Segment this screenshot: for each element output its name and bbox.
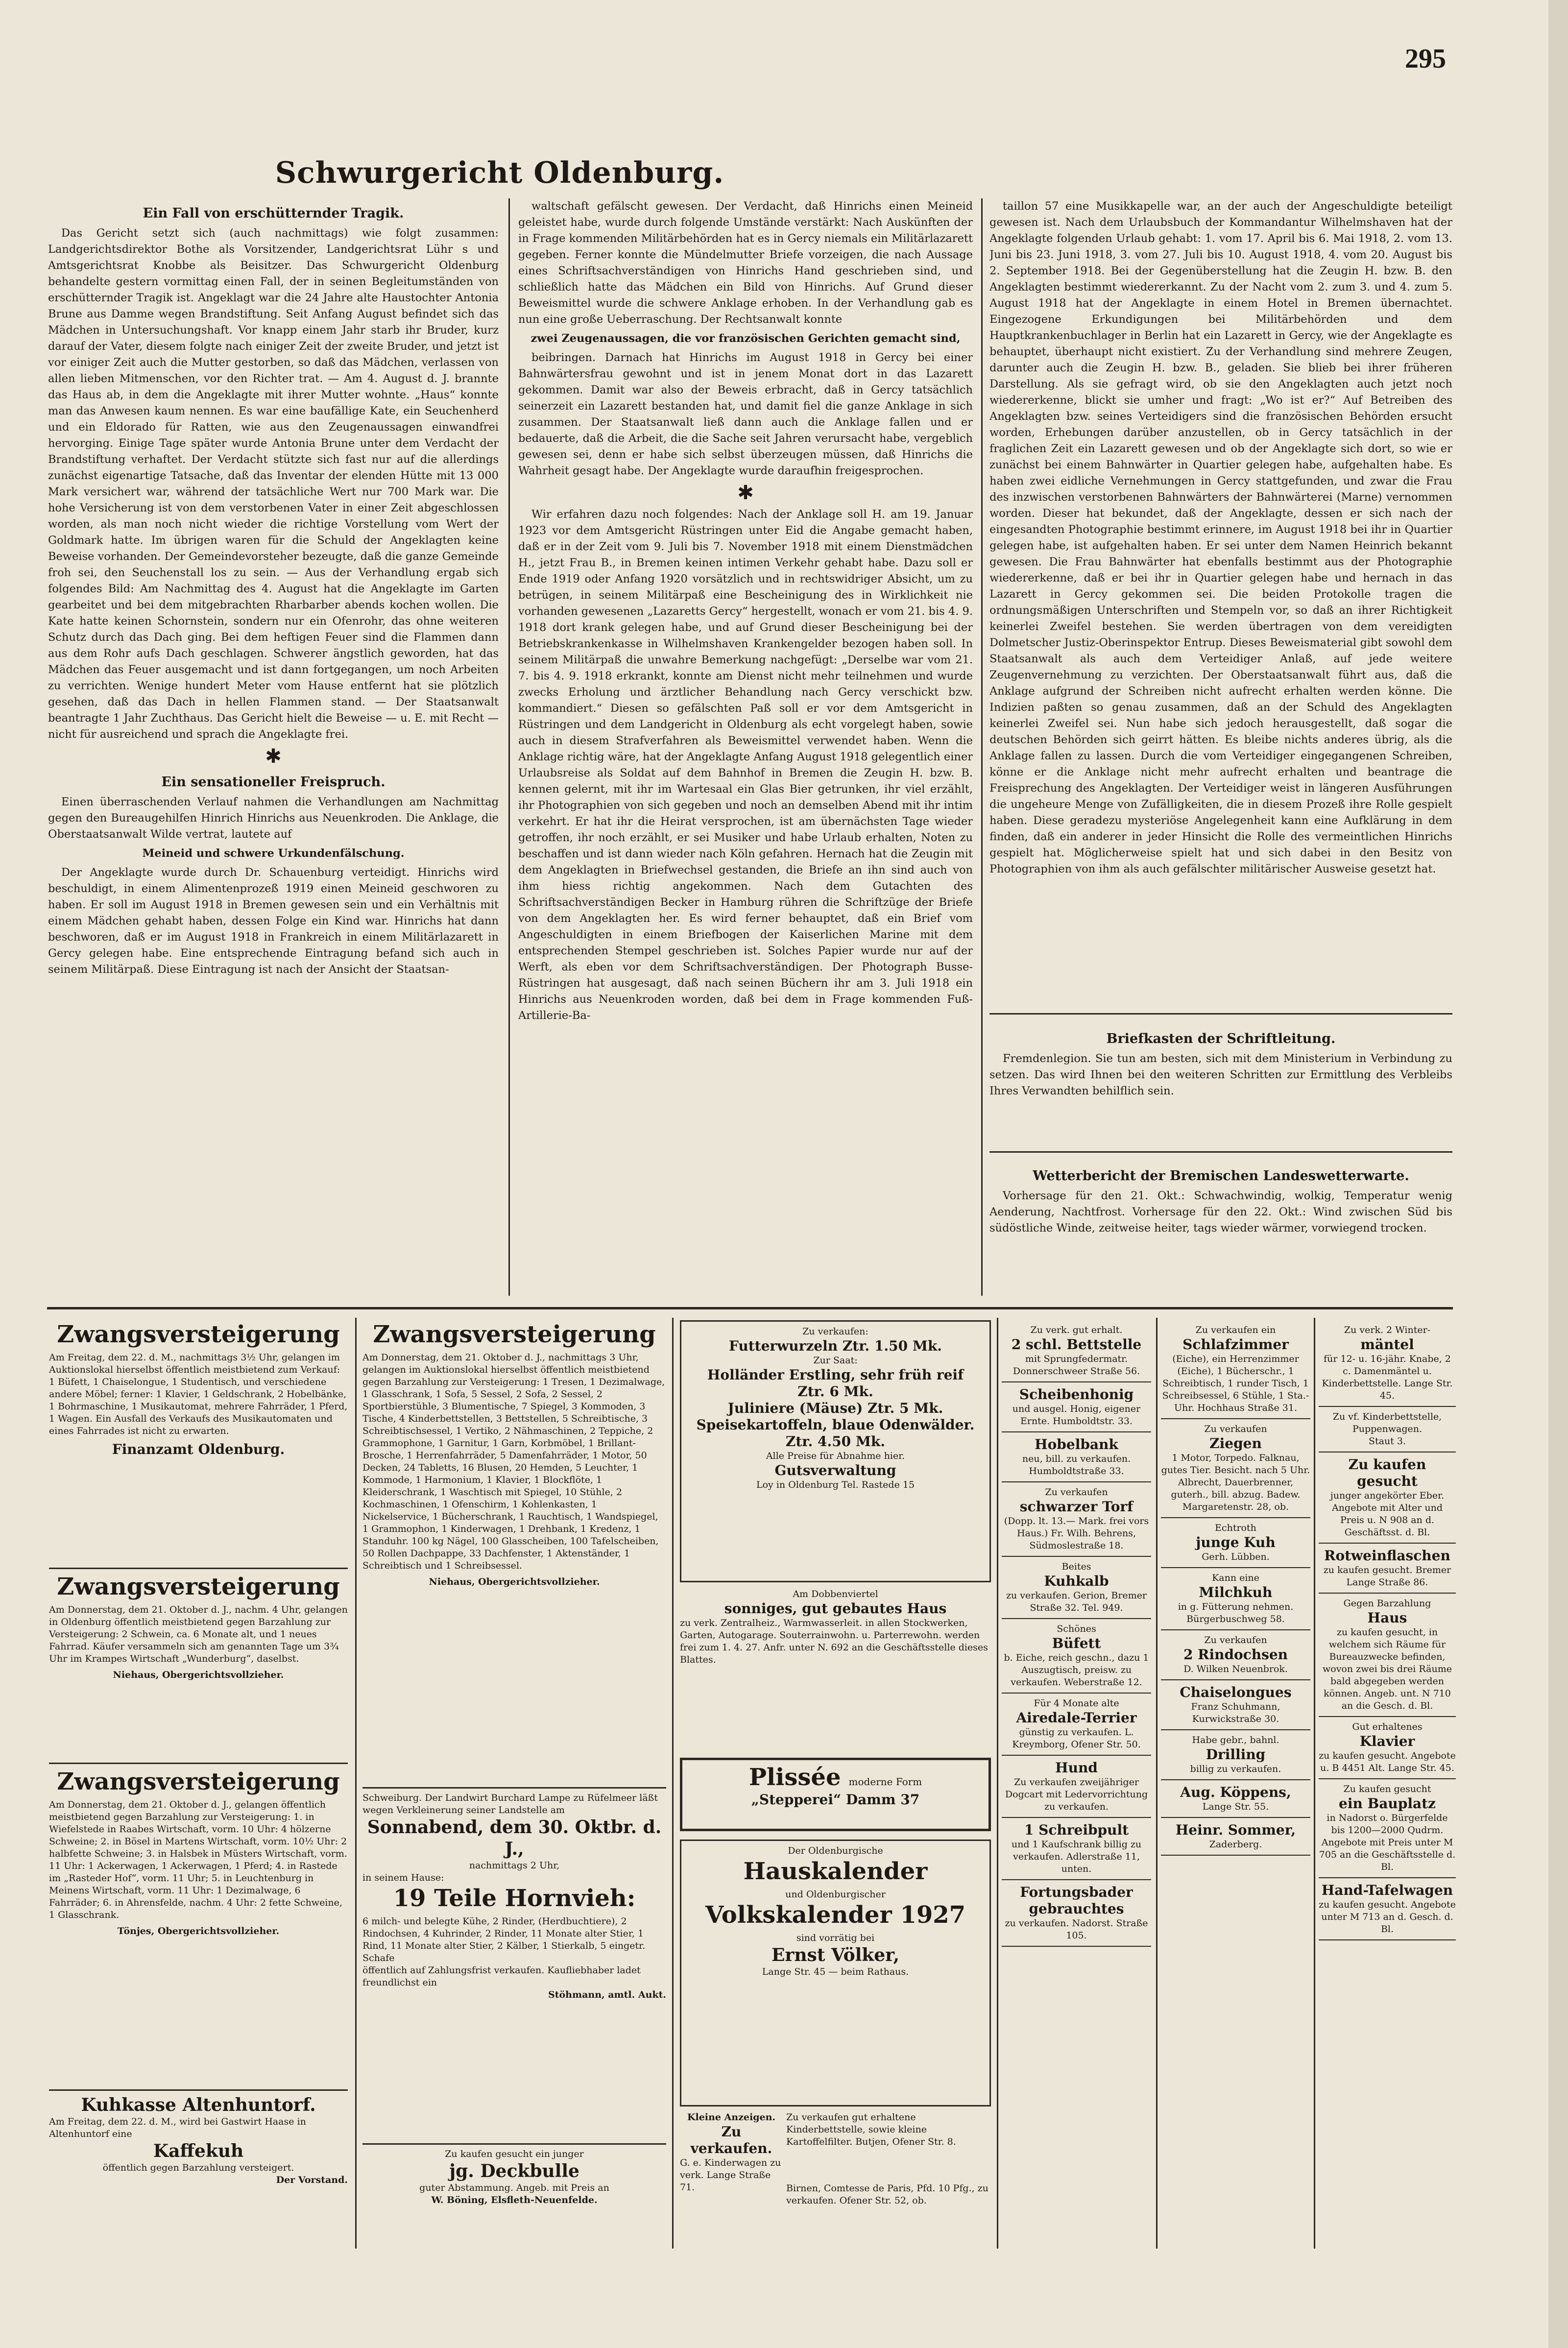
ad-time: nachmittags 2 Uhr, <box>469 1860 560 1871</box>
ad-headline: 19 Teile Hornvieh: <box>393 1885 636 1912</box>
small-ad-title: Kuhkalb <box>1044 1573 1109 1589</box>
ad-sub: „Stepperei“ Damm 37 <box>751 1791 920 1808</box>
ad-title: Hauskalender <box>743 1858 928 1885</box>
small-ad-intro: Schönes <box>1057 1623 1096 1634</box>
article-text: waltschaft gefälscht gewesen. Der Verdacht, daß Hinrichs einen Meineid geleistet habe, wurde durch folgende Umstände verstärkt: Nach Auskünften der in Frage kommenden Militärbehörden hat es in Gercy niemals ein Militärlazarett gegeben. Ferner konnte die Mündelmutter Briefe vorzeigen, die nach Aussage eines Schriftsachverständigen von Hinrichs Hand geschrieben sind, und schließlich hatte das Mädchen ein Bild von Hinrichs. Auf Grund dieser Beweismittel wurde die schwere Anklage erhoben. In der Verhandlung gab es nun eine große Ueberraschung. Der Rechtsanwalt konnte <box>518 200 973 326</box>
ad-divider <box>355 1318 357 2249</box>
ad-signature: Niehaus, Obergerichtsvollzieher. <box>113 1670 284 1680</box>
ad-text: guter Abstammung. Angeb. mit Preis an <box>419 2182 609 2193</box>
article-text: Der Angeklagte wurde durch Dr. Schauenburg verteidigt. Hinrichs wird beschuldigt, in einem Alimentenprozeß 1919 einen Meineid geschworen zu haben. Er soll im August 1918 in Bremen gewesen sein und ein Verhältnis mit einem Mädchen gehabt haben, dessen Folge ein Kind war. Hinrichs hat dann beschworen, daß er im August 1918 in Frankreich in einem Militärlazarett in Gercy gelegen habe. Eine entsprechende Eintragung befand sich auch in seinem Militärpaß. Diese Eintragung ist nach der Ansicht der Staatsan- <box>48 866 499 976</box>
small-ad <box>1161 1568 1310 1630</box>
ad-list: 6 milch- und belegte Kühe, 2 Rinder, (Herdbuchtiere), 2 Rindochsen, 4 Kuhrinder, 2 Rinder, 11 Monate alter Stier, 1 Rind, 11 Monate alter Stier, 2 Kälber, 1 Stierkalb, 5 eingetr. Schafe <box>362 1916 646 1963</box>
ad-haus-dobbenviertel <box>680 1588 991 1750</box>
small-ad-text: Franz Schuhmann, Kurwickstraße 30. <box>1191 1701 1280 1724</box>
article-column-2 <box>518 198 973 1298</box>
small-ad <box>1002 1756 1151 1818</box>
small-ad-text: und 1 Kaufschrank billig zu verkaufen. Adlerstraße 11, unten. <box>1011 1839 1142 1874</box>
small-ad-intro: Zu verkaufen <box>1045 1487 1108 1498</box>
separator-star: ✱ <box>265 745 282 768</box>
ad-rule <box>49 1568 348 1569</box>
ad-signature: Niehaus, Obergerichtsvollzieher. <box>429 1576 600 1587</box>
article-text: Das Gericht setzt sich (auch nachmittags) wie folgt zusammen: Landgerichtsdirektor Bothe als Vorsitzender, Landgerichtsrat Lühr s und Amtsgerichtsrat Knobbe als Beisitzer. Das Schwurgericht Oldenburg behandelte gestern vormittag einen Fall, der in seinen Begleitumständen von erschütternder Tragik ist. Angeklagt war die 24 Jahre alte Haustochter Antonia Brune aus Damme wegen Brandstiftung. Seit Anfang August befindet sich das Mädchen in Untersuchungshaft. Vor knapp einem Jahr starb ihr Bruder, kurz darauf der Vater, diesem folgte nach einiger Zeit der zweite Bruder, und jetzt ist vor einiger Zeit auch die Mutter gestorben, so daß das Mädchen, verlassen von allen lieben Mitmenschen, vor den Richter trat. — Am 4. August d. J. brannte das Haus ab, in dem die Angeklagte mit ihrer Mutter wohnte. „Haus“ konnte man das Anwesen kaum nennen. Es war eine baufällige Kate, ein Seuchenherd und ein Eldorado für Ratten, wie aus den Zeugenaussagen einwandfrei hervorging. Einige Tage später wurde Antonia Brune unter dem Verdacht der Brandstiftung verhaftet. Der Verdacht stützte sich fast nur auf die allerdings zunächst eigenartige Tatsache, daß das Inventar der elenden Hütte mit 13 000 Mark versichert war, während der tatsächliche Wert nur 700 Mark war. Die hohe Versicherung ist von dem verstorbenen Vater in einer Zeit abgeschlossen worden, als man noch nicht wieder die richtige Vorstellung vom Wert der Goldmark hatte. Im übrigen waren für die Schuld der Angeklagten keine Beweise vorhanden. Der Gemeindevorsteher bezeugte, daß die ganze Gemeinde froh sei, den Seuchenstall los zu sein. — Aus der Verhandlung ergab sich folgendes Bild: Am Nachmittag des 4. August hat die Angeklagte im Garten gearbeitet und bei dem mitgebrachten Rharbarber abends kochen wollen. Die Kate hatte keinen Schornstein, sondern nur ein Ofenrohr, das ohne weiteren Schutz durch das Dach ging. Bei dem heftigen Feuer sind die Flammen dann aus dem Rohr aufs Dach geschlagen. Schwerer ängstlich geworden, hat das Mädchen das Feuer ausgemacht und ist dann fortgegangen, um noch Arbeiten zu verrichten. Wenige hundert Meter vom Hause entfernt hat sie plötzlich gesehen, daß das Dach in hellen Flammen stand. — Der Staatsanwalt beantragte 1 Jahr Zuchthaus. Das Gericht hielt die Beweise — u. E. mit Recht — nicht für ausreichend und sprach die Angeklagte frei. <box>48 227 499 741</box>
small-ad-intro: Kann eine <box>1212 1573 1259 1583</box>
small-ad-text: zu kaufen gesucht. Angebote unter M 713 an d. Gesch. d. Bl. <box>1319 1899 1456 1935</box>
ad-text: Zu verkaufen gut erhaltene Kinderbettstelle, sowie kleine Kartoffelfilter. Butjen, Ofener Str. 8. <box>786 2112 956 2147</box>
ad-hauskalender <box>680 1840 991 2106</box>
small-ad-text: 1 Motor, Torpedo. Falknau, gutes Tier. Besicht. nach 5 Uhr. Albrecht, Dauerbrenner, guterh., bill. abzug. Badew. Margaretenstr. 28, ob. <box>1161 1452 1310 1512</box>
small-ad <box>1002 1880 1151 1947</box>
ad-text: Der Oldenburgische <box>788 1845 883 1856</box>
small-ad-text: junger angekörter Eber. Angebote mit Alter und Preis u. N 908 an d. Geschäftsst. d. Bl. <box>1330 1490 1445 1538</box>
ad-zwangsversteigerung-3 <box>49 1767 348 2088</box>
article-title: Schwurgericht Oldenburg. <box>275 156 724 190</box>
small-ad-intro: Habe gebr., bahnl. <box>1192 1735 1279 1745</box>
small-ad <box>1319 1779 1456 1878</box>
small-ad <box>1002 1432 1151 1482</box>
small-ad <box>1002 1694 1151 1756</box>
small-ad-title: Drilling <box>1206 1746 1266 1763</box>
small-ad-intro: Gegen Barzahlung <box>1343 1598 1431 1609</box>
small-ad <box>1319 1878 1456 1940</box>
small-ad-intro: Zu verkaufen ein <box>1195 1325 1276 1335</box>
ad-text: Zu verkaufen: <box>802 1326 868 1337</box>
ad-title: Zwangsversteigerung <box>57 1768 340 1795</box>
small-ad <box>1319 1452 1456 1544</box>
subheading-freispruch: Ein sensationeller Freispruch. <box>161 775 386 790</box>
ad-text: Schweiburg. Der Landwirt Burchard Lampe zu Rüfelmeer läßt wegen Verkleinerung seiner Landstelle am <box>362 1792 658 1815</box>
small-ad-intro: Zu verkaufen <box>1204 1424 1267 1434</box>
ad-rule <box>49 1763 348 1764</box>
ad-signature: Finanzamt Oldenburg. <box>112 1441 285 1457</box>
ad-title: sonniges, gut gebautes Haus <box>724 1600 947 1617</box>
page-edge <box>1548 0 1568 2348</box>
weather-text: Vorhersage für den 21. Okt.: Schwachwindig, wolkig, Temperatur wenig Aenderung, Nachtfrost. Vorhersage für den 22. Okt.: Wind zwischen Süd bis südöstliche Winde, zeitweise heiter, tags wieder wärmer, vorwiegend trocken. <box>989 1189 1452 1235</box>
ad-text: Am Freitag, dem 22. d. M., wird bei Gastwirt Haase in Altenhuntorf eine <box>49 2116 306 2139</box>
article-text: taillon 57 eine Musikkapelle war, an der auch der Angeschuldigte beteiligt gewesen ist. Nach dem Urlaubsbuch der Kommandantur Wilhelmshaven hat der Angeklagte folgenden Urlaub gehabt: 1. vom 17. April bis 6. Mai 1918, 2. vom 13. Juni bis 23. Juni 1918, 3. vom 27. Juli bis 10. August 1918, 4. vom 20. August bis 2. September 1918. Bei der Gegenüberstellung hat die Zeugin H. bzw. B. den Angeklagten bestimmt wiedererkannt. Zu der Nacht vom 2. zum 3. und 4. zum 5. August 1918 hat der Angeklagte in einem Hotel in Bremen übernachtet. Eingezogene Erkundigungen bei Militärbehörden und dem Hauptkrankenbuchlager in Berlin hat ein Lazarett in Gercy, wie der Angeklagte es behauptet, überhaupt nicht existiert. Zu der Verhandlung sind mehrere Zeugen, darunter auch die Zeugin H. bzw. B., geladen. Sie blieb bei ihrer früheren Darstellung. Als sie gefragt wird, ob sie den Angeklagten auch jetzt noch wiedererkenne, blickt sie umher und fragt: „Wo ist er?“ Auf Betreiben des Angeklagten bzw. seines Verteidigers sind die französischen Behörden ersucht worden, Erhebungen darüber anzustellen, ob in Gercy tatsächlich in der fraglichen Zeit ein Lazarett gewesen und ob der Angeklagte sich dort, so wie er zunächst bei einem Bahnwärter in Quartier gelegen habe, aufgehalten habe. Es haben zwei eidliche Vernehmungen in Gercy stattgefunden, und zwar die Frau des inzwischen verstorbenen Bahnwärters der Bahnwärterei (Marne) vernommen worden. Dieser hat bekundet, daß der Angeklagte, dessen er sich nach der eingesandten Photographie bestimmt erinnere, im August 1918 bei ihr in Quartier gelegen habe, ist aufgehalten haben. Er sei unter dem Namen Heinrich bekannt gewesen. Die Frau Bahnwärter hat ebenfalls bestimmt aus der Photographie wiedererkenne, daß er bei ihr in Quartier gelegen habe und hernach in das Lazarett in Gercy gekommen sei. Die beiden Protokolle tragen die ordnungsmäßigen Unterschriften und Stempeln vor, so daß an ihrer Richtigkeit keinerlei Zweifel bestehen. Sie werden übertragen von dem vereidigten Dolmetscher Justiz-Oberinspektor Entrup. Dieses Beweismaterial gibt sowohl dem Staatsanwalt als auch dem Verteidiger Anlaß, auf jede weitere Zeugenvernehmung zu verzichten. Der Oberstaatsanwalt führt aus, daß die Anklage aufgrund der Schreiben nicht aufrecht erhalten werden könne. Die Indizien paßten so genau zusammen, daß an der Schuld des Angeklagten keinerlei Zweifel sei. Nun habe sich jedoch herausgestellt, daß sogar die deutschen Behörden sich geirrt hätten. Es bleibe nichts anderes übrig, als die Anklage fallen zu lassen. Durch die vom Verteidiger eingegangenen Schreiben, könne er die Anklage nicht mehr aufrecht erhalten und beantrage die Freisprechung des Angeklagten. Der Verteidiger weist in längeren Ausführungen die ungeheure Menge von Zufälligkeiten, die in diesem Prozeß ihre Rolle gespielt haben. Diese geradezu mysteriöse Angelegenheit kann eine Aufklärung in dem finden, daß ein anderer in jeder Hinsicht die Rolle des vermeintlichen Hinrichs gespielt hat. Möglicherweise spielt hat und sich dabei in den Besitz von Photographien von ihm als auch gefälschter militärischer Ausweise gesetzt hat. <box>989 200 1452 875</box>
small-ad-text: in g. Fütterung nehmen. Bürgerbuschweg 58. <box>1178 1601 1294 1624</box>
ad-text: und Oldenburgischer <box>785 1889 886 1900</box>
small-ad-intro: Gut erhaltenes <box>1352 1721 1423 1732</box>
ad-text: Zu kaufen gesucht ein junger <box>445 2149 584 2159</box>
small-ad <box>1161 1630 1310 1680</box>
small-ad-text: zu verkaufen. Gerion, Bremer Straße 32. Tel. 949. <box>1006 1590 1147 1613</box>
small-ad-title: Aug. Köppens, <box>1180 1784 1291 1800</box>
small-ad-title: Klavier <box>1359 1733 1415 1749</box>
small-ad-text: D. Wilken Neuenbrok. <box>1183 1664 1288 1674</box>
small-ad <box>1161 1419 1310 1518</box>
article-column-1 <box>48 198 499 1298</box>
ad-line: Juliniere (Mäuse) Ztr. 5 Mk. <box>727 1400 943 1416</box>
ad-futterwurzeln <box>680 1320 991 1582</box>
small-ad-title: Fortungsbader gebrauchtes <box>1020 1884 1133 1917</box>
charge-line: Meineid und schwere Urkundenfälschung. <box>142 847 405 860</box>
small-ad-title: schwarzer Torf <box>1019 1499 1134 1515</box>
ad-divider <box>1156 1318 1158 2249</box>
ad-line: Futterwurzeln Ztr. 1.50 Mk. <box>729 1338 942 1354</box>
small-ad-title: 1 Schreibpult <box>1024 1822 1129 1838</box>
small-ad <box>1002 1557 1151 1619</box>
small-ad-text: (Dopp. lt. 13.— Mark. frei vors Haus.) Fr. Wilh. Behrens, Südmoslestraße 18. <box>1004 1516 1149 1551</box>
small-ad-text: neu, bill. zu verkaufen. Humboldtstraße 33. <box>1022 1453 1131 1477</box>
small-ad-text: in Nadorst o. Bürgerfelde bis 1200—2000 Qudrm. Angebote mit Preis unter M 705 an die Geschäftsstelle d. Bl. <box>1319 1813 1456 1872</box>
ad-text: öffentlich auf Zahlungsfrist verkaufen. Kaufliebhaber ladet freundlichst ein <box>362 1965 641 1988</box>
weather-section <box>989 1161 1452 1298</box>
small-ad-intro: Für 4 Monate alte <box>1034 1698 1119 1709</box>
ad-signature: W. Böning, Elsfleth-Neuenfelde. <box>431 2195 598 2205</box>
small-ad-text: Staut 3. <box>1368 1436 1406 1447</box>
ad-text: Am Donnerstag, dem 21. Oktober d. J., nachmittags 3 Uhr, gelangen im Auktionslokal hierselbst öffentlich meistbietend gegen Barzahlung zur Versteigerung: 1 Tresen, 1 Dezimalwage, 1 Glasschrank, 1 Sofa, 5 Sessel, 2 Sofa, 2 Sessel, 2 Sportbierstühle, 3 Blumentische, 7 Spiegel, 3 Kommoden, 3 Tische, 4 Kinderbettstellen, 3 Bettstellen, 5 Schreibtische, 3 Schreibtischsessel, 1 Vertiko, 2 Nähmaschinen, 2 Teppiche, 2 Grammophone, 1 Garnitur, 1 Garn, Korbmöbel, 1 Brillant-Brosche, 1 Herrenfahrräder, 5 Damenfahrräder, 1 Motor, 50 Decken, 24 Tabletts, 16 Blusen, 20 Hemden, 5 Leuchter, 1 Kommode, 1 Harmonium, 1 Klavier, 1 Blockflöte, 1 Kleiderschrank, 1 Waschtisch mit Spiegel, 10 Stühle, 2 Kochmaschinen, 1 Ofenschirm, 1 Kohlenkasten, 1 Nickelservice, 1 Bücherschrank, 1 Rauchtisch, 1 Wandspiegel, 1 Grammophon, 1 Kinderwagen, 1 Drehbank, 1 Kredenz, 1 Standuhr. 100 kg Nägel, 100 Glasscheiben, 100 Tafelscheiben, 50 Rollen Dachpappe, 33 Dachfenster, 1 Aktenständer, 1 Schreibtisch und 1 Schreibsessel. <box>362 1352 665 1571</box>
separator-star: ✱ <box>737 482 754 504</box>
small-ad-text: für 12- u. 16-jähr. Knabe, 2 c. Damenmäntel u. Kinderbettstelle. Lange Str. 45. <box>1322 1354 1453 1401</box>
small-ad-title: 2 Rindochsen <box>1183 1646 1288 1663</box>
ad-text: öffentlich gegen Barzahlung versteigert. <box>102 2162 294 2173</box>
small-ad <box>1161 1818 1310 1856</box>
small-ad-title: mäntel <box>1360 1336 1414 1353</box>
small-ad-text: (Eiche), ein Herrenzimmer (Eiche), 1 Bücherschr., 1 Schreibtisch, 1 runder Tisch, 1 Schreibsessel, 6 Stühle, 1 Sta.-Uhr. Hochhaus Straße 31. <box>1162 1354 1309 1413</box>
ad-line: Holländer Erstling, sehr früh reif <box>707 1367 964 1383</box>
column-divider <box>508 198 510 1296</box>
small-ad-intro: Zu kaufen gesucht <box>1343 1784 1431 1794</box>
ad-line: Ztr. 4.50 Mk. <box>785 1433 886 1450</box>
ad-deckbulle <box>362 2148 666 2251</box>
ad-title: Zwangsversteigerung <box>57 1321 340 1348</box>
small-ad <box>1161 1730 1310 1780</box>
ad-title: Kuhkasse Altenhuntorf. <box>81 2095 316 2115</box>
small-ad <box>1319 1717 1456 1779</box>
ad-divider <box>997 1318 998 2249</box>
ad-kleine-anzeigen <box>680 2111 783 2251</box>
small-ad-text: zu kaufen gesucht. Angebote u. B 4451 Alt. Lange Str. 45. <box>1319 1750 1456 1773</box>
small-ad-title: Hand-Tafelwagen <box>1321 1882 1453 1898</box>
small-ad <box>1161 1780 1310 1818</box>
letter-box-text: Fremdenlegion. Sie tun am besten, sich mit dem Ministerium in Verbindung zu setzen. Das wird Ihnen bei den weiteren Schritten zur Ermittlung des Verbleibs Ihres Verwandten behilflich sein. <box>989 1052 1452 1097</box>
small-ad-title: Hobelbank <box>1035 1436 1118 1452</box>
small-ad <box>1161 1320 1310 1419</box>
small-ad <box>1002 1482 1151 1557</box>
ad-title: Zwangsversteigerung <box>57 1573 340 1600</box>
ad-vendor: Ernst Völker, <box>771 1945 900 1965</box>
small-ad-title: Zu kaufen gesucht <box>1348 1456 1426 1489</box>
witness-line: zwei Zeugenaussagen, die vor französischen Gerichten gemacht sind, <box>531 332 961 345</box>
ad-zwangsversteigerung-2 <box>49 1573 348 1761</box>
column-divider <box>981 198 983 1296</box>
ad-divider <box>672 1318 674 2249</box>
small-ad-title: Hund <box>1055 1760 1098 1776</box>
ad-zwangsversteigerung-4 <box>362 1320 666 1786</box>
ad-birnen <box>786 2182 989 2251</box>
ad-text: Am Dobbenviertel <box>793 1589 878 1599</box>
ad-item: Kaffekuh <box>153 2141 244 2161</box>
small-ad <box>1002 1382 1151 1432</box>
small-ad <box>1002 1619 1151 1694</box>
ad-text: sind vorrätig bei <box>796 1933 875 1943</box>
ad-divider <box>1314 1318 1315 2249</box>
small-ad-title: Haus <box>1367 1610 1407 1626</box>
small-ad-text: b. Eiche, reich geschn., dazu 1 Auszugtisch, preisw. zu verkaufen. Weberstraße 12. <box>1004 1652 1149 1688</box>
small-ad-text: zu kaufen gesucht, in welchem sich Räume für Bureauzwecke befinden, wovon zwei bis drei Räume bald abgegeben werden können. Angeb. unt. N 710 an die Gesch. d. Bl. <box>1323 1627 1452 1711</box>
ad-text: Birnen, Comtesse de Paris, Pfd. 10 Pfg., zu verkaufen. Ofener Str. 52, ob. <box>786 2183 989 2206</box>
small-ad-title: junge Kuh <box>1196 1534 1276 1550</box>
small-ad-text: zu kaufen gesucht. Bremer Lange Straße 86. <box>1323 1565 1451 1588</box>
small-ad <box>1319 1594 1456 1717</box>
page-number: 295 <box>1405 44 1446 74</box>
ad-zwangsversteigerung-1 <box>49 1320 348 1568</box>
section-rule <box>989 1013 1452 1015</box>
small-ad-text: und ausgel. Honig, eigener Ernte. Humboldtstr. 33. <box>1012 1404 1141 1427</box>
ad-kuhkasse <box>49 2094 348 2251</box>
ad-title-2: Volkskalender 1927 <box>705 1901 966 1929</box>
ads-top-rule <box>47 1307 1453 1309</box>
letter-box-section <box>989 1024 1452 1146</box>
small-ad-text: Zu verkaufen zweijähriger Dogcart mit Ledervorrichtung zu verkaufen. <box>1005 1777 1148 1812</box>
small-ads-column-2 <box>1161 1320 1310 2251</box>
small-ad-text: Lange Str. 55. <box>1202 1801 1269 1812</box>
small-ad-text: günstig zu verkaufen. L. Kreymborg, Ofener Str. 50. <box>1012 1727 1141 1750</box>
ad-text: Alle Preise für Abnahme hier. <box>766 1451 905 1461</box>
ad-text: Am Donnerstag, dem 21. Oktober d. J., gelangen öffentlich meistbietend gegen Barzahlung zur Versteigerung: 1. in Wiefelstede in Raabes Wirtschaft, vorm. 10 Uhr: 4 hölzerne Schweine; 2. in Bösel in Martens Wirtschaft, vorm. 10½ Uhr: 2 halbfette Schweine; 3. in Halsbek in Müsters Wirtschaft, vorm. 11 Uhr: 1 Ackerwagen, 1 Ackerwagen, 1 Pferd; 4. in Rastede im „Rasteder Hof“, vorm. 11 Uhr; 5. in Leuchtenburg in Meinens Wirtschaft, vorm. 11 Uhr: 1 Dezimalwage, 6 Fahrräder; 6. in Ahrensfelde, nachm. 4 Uhr: 2 fette Schweine, 1 Glasschrank. <box>49 1799 347 1920</box>
small-ad-title: Airedale-Terrier <box>1016 1710 1137 1726</box>
small-ad-title: Milchkuh <box>1199 1584 1273 1600</box>
ad-signature: Stöhmann, amtl. Aukt. <box>548 1989 666 2000</box>
ad-kinderbettstelle <box>786 2111 989 2180</box>
small-ad <box>1002 1818 1151 1880</box>
small-ad-text: Zaderberg. <box>1209 1839 1262 1850</box>
ad-place: in seinem Hause: <box>362 1872 444 1883</box>
small-ad-title: Rotweinflaschen <box>1324 1548 1450 1564</box>
ad-title: Zwangsversteigerung <box>373 1321 656 1348</box>
small-ad-intro: Zu verkaufen <box>1204 1635 1267 1646</box>
small-ad-text: Gerh. Lübben. <box>1202 1551 1270 1562</box>
small-ad-title: Heinr. Sommer, <box>1175 1822 1296 1838</box>
small-ad-text: zu verkaufen. Nadorst. Straße 105. <box>1005 1918 1148 1941</box>
small-ad-intro: Zu verk. 2 Winter- <box>1344 1325 1431 1335</box>
ad-aside: moderne Form <box>848 1776 922 1788</box>
weather-title: Wetterbericht der Bremischen Landeswetterwarte. <box>1033 1168 1409 1184</box>
article-text: beibringen. Darnach hat Hinrichs im August 1918 in Gercy bei einer Bahnwärtersfrau gewohnt und ist in jenem Monat dort in das Lazarett gekommen. Damit war also der Beweis erbracht, daß in Gercy tatsächlich seinerzeit ein Lazarett bestanden hat, und damit fiel die ganze Anklage in sich zusammen. Der Staatsanwalt ließ dann auch die Anklage fallen und er bedauerte, daß die Arbeit, die die Sache seit Jahren verursacht habe, vergeblich gewesen sei, denn er habe sich selbst überzeugen müssen, daß Hinrichs die Wahrheit gesagt habe. Der Angeklagte wurde daraufhin freigesprochen. <box>518 351 973 477</box>
ad-address: Lange Str. 45 — beim Rathaus. <box>762 1966 909 1977</box>
ad-title: Plissée <box>748 1764 841 1791</box>
small-ad <box>1319 1320 1456 1407</box>
ad-schweiburg-auction <box>362 1792 666 2142</box>
small-ad <box>1161 1518 1310 1568</box>
small-ad-intro: Zu verk. gut erhalt. <box>1030 1325 1123 1335</box>
ad-title: Kleine Anzeigen. <box>687 2112 775 2123</box>
ad-line: Speisekartoffeln, blaue Odenwälder. <box>696 1417 975 1433</box>
ad-text: Am Donnerstag, dem 21. Oktober d. J., nachm. 4 Uhr, gelangen in Oldenburg öffentlich meistbietend gegen Barzahlung zur Versteigerung: 2 Schwein, ca. 6 Monate alt, und 1 neues Fahrrad. Käufer versammeln sich am genannten Tage um 3¾ Uhr im Krampes Wirtschaft „Wunderburg“, daselbst. <box>49 1604 348 1664</box>
subheading-tragik: Ein Fall von erschütternder Tragik. <box>143 206 404 221</box>
ad-date: Sonnabend, dem 30. Oktbr. d. J., <box>367 1817 662 1859</box>
small-ad-intro: Echtroth <box>1215 1523 1256 1533</box>
small-ad-title: ein Bauplatz <box>1339 1795 1436 1812</box>
ad-rule <box>362 1787 666 1789</box>
small-ads-column-3 <box>1319 1320 1456 2251</box>
ad-signature: Tönjes, Obergerichtsvollzieher. <box>117 1926 280 1936</box>
section-rule <box>989 1151 1452 1153</box>
ad-rule <box>362 2143 666 2145</box>
ad-signature: Der Vorstand. <box>276 2175 348 2185</box>
small-ad <box>1319 1407 1456 1452</box>
ad-line: Ztr. 6 Mk. <box>797 1383 873 1400</box>
small-ad <box>1319 1544 1456 1594</box>
small-ad-intro: Beites <box>1061 1561 1091 1572</box>
small-ad-title: Scheibenhonig <box>1019 1386 1134 1403</box>
small-ads-column-1 <box>1002 1320 1151 2251</box>
small-ad-intro: Zu vf. Kinderbettstelle, Puppenwagen. <box>1332 1411 1442 1434</box>
small-ad-title: Büfett <box>1052 1635 1101 1651</box>
ad-sub: Zu verkaufen. <box>690 2124 772 2156</box>
small-ad-title: Ziegen <box>1209 1435 1262 1452</box>
small-ad-title: 2 schl. Bettstelle <box>1011 1336 1142 1353</box>
article-text: Einen überraschenden Verlauf nahmen die Verhandlungen am Nachmittag gegen den Bureaugehilfen Hinrich Hinrichs aus Neuenkroden. Die Anklage, die Oberstaatsanwalt Wilde vertrat, lautete auf <box>48 796 499 841</box>
ad-plissee <box>680 1758 991 1831</box>
small-ad-text: billig zu verkaufen. <box>1190 1764 1281 1774</box>
article-column-3 <box>989 198 1452 1002</box>
small-ad <box>1002 1320 1151 1382</box>
ad-text: Am Freitag, dem 22. d. M., nachmittags 3½ Uhr, gelangen im Auktionslokal hierselbst öffentlich meistbietend zum Verkauf: 1 Büfett, 1 Chaiselongue, 1 Studentisch, und verschiedene andere Möbel; ferner: 1 Klavier, 1 Geldschrank, 2 Hobelbänke, 1 Bohrmaschine, 1 Musikautomat, mehrere Fahrräder, 1 Pferd, 1 Wagen. Ein Ausfall des Verkaufs des Musikautomaten und eines Fahrrades ist nicht zu erwarten. <box>49 1352 348 1436</box>
small-ad-text: mit Sprungfedermatr. Donnerschweer Straße 56. <box>1013 1354 1140 1377</box>
small-ad <box>1161 1680 1310 1730</box>
ad-signature: Gutsverwaltung <box>774 1462 896 1478</box>
small-ad-title: Chaiselongues <box>1180 1684 1292 1700</box>
ad-rule <box>49 2089 348 2091</box>
ad-text: Loy in Oldenburg Tel. Rastede 15 <box>756 1479 915 1490</box>
article-text: Wir erfahren dazu noch folgendes: Nach der Anklage soll H. am 19. Januar 1923 vor dem Amtsgericht Rüstringen unter Eid die Angabe gemacht haben, daß er in der Zeit vom 9. Juli bis 7. November 1918 mit einem Dienstmädchen H., jetzt Frau B., in Bremen keinen intimen Verkehr gehabt habe. Dazu soll er Ende 1919 oder Anfang 1920 vorsätzlich und in rechtswidriger Absicht, um zu betrügen, in seinem Militärpaß eine Bescheinigung des in Wirklichkeit nie vorhanden gewesenen „Lazaretts Gercy“ hergestellt, wonach er vom 21. bis 4. 9. 1918 dort krank gelegen habe, und auf Grund dieser Bescheinigung bei der Betriebskrankenkasse in Wilhelmshaven Krankengelder bezogen haben soll. In seinem Militärpaß die unwahre Bemerkung nachgefügt: „Derselbe war vom 21. 7. bis 4. 9. 1918 erkrankt, konnte am Dienst nicht mehr teilnehmen und wurde zwecks Erholung und ärztlicher Behandlung nach Gercy verschickt bzw. kommandiert.“ Diesen so gefälschten Paß soll er vor dem Amtsgericht in Rüstringen und dem Landgericht in Oldenburg als echt vorgelegt haben, sowie auch in diesem Strafverfahren als Beweismittel verwendet haben. Wenn die Anklage richtig wäre, hat der Angeklagte Anfang August 1918 gelegentlich einer Urlaubsreise als Soldat auf dem Bahnhof in Bremen die Zeugin H. bzw. B. kennen gelernt, mit ihr im Wartesaal ein Glas Bier getrunken, ihr viel erzählt, ihr Photographien von sich gegeben und noch an demselben Abend mit ihr intim verkehrt. Er hat ihr die Heirat versprochen, ist am übernächsten Tage wieder getroffen, ihr noch erzählt, er sei Musiker und habe Urlaub erhalten, Noten zu beschaffen und ist dann wieder nach Köln gefahren. Hernach hat die Zeugin mit dem Angeklagten in Briefwechsel gestanden, die Briefe an ihn sind auch von ihm hiess richtig angekommen. Nach dem Gutachten des Schriftsachverständigen Becker in Hamburg rühren die Schriftzüge der Briefe von dem Angeklagten her. Es wird ferner behauptet, daß ein Brief vom Angeschuldigten in einem Briefbogen der Kaiserlichen Marine mit dem entsprechenden Stempel geschrieben ist. Solches Papier wurde nur auf der Werft, als eben vor dem Schriftsachverständigen. Der Photograph Busse-Rüstringen hat ausgesagt, daß nach seinen Büchern ihr am 3. Juli 1918 ein Hinrichs aus Neuenkroden worden, daß bei dem in Frage kommenden Fuß-Artillerie-Ba- <box>518 508 973 1022</box>
small-ad-title: Schlafzimmer <box>1182 1336 1289 1353</box>
ad-title: jg. Deckbulle <box>449 2161 579 2181</box>
ad-text: G. e. Kinderwagen zu verk. Lange Straße 71. <box>680 2157 781 2193</box>
ad-text: Zur Saat: <box>813 1355 858 1366</box>
letter-box-title: Briefkasten der Schriftleitung. <box>1106 1031 1336 1046</box>
ad-text: zu verk. Zentralheiz., Warmwasserleit. in allen Stockwerken, Garten, Autogarage. Souterrainwohn. u. Parterrewohn. werden frei zum 1. 4. 27. Anfr. unter N. 692 an die Geschäftsstelle dieses Blattes. <box>680 1618 988 1665</box>
